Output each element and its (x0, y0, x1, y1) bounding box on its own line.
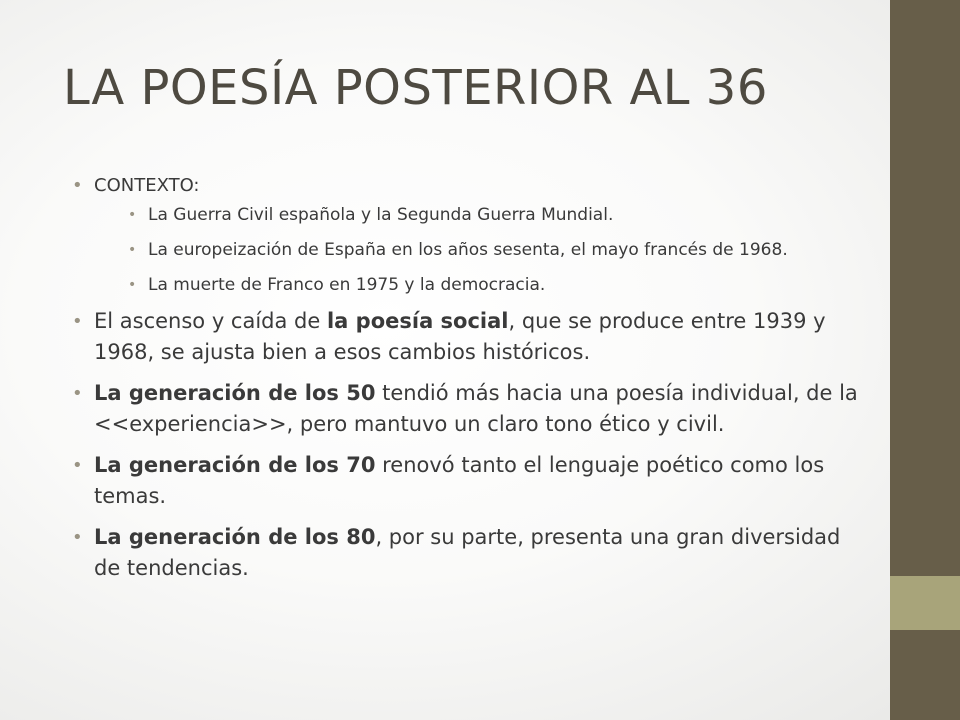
context-item (128, 273, 872, 297)
bullet-icon: • (72, 527, 83, 548)
bullet-icon: • (72, 175, 83, 196)
context-item (128, 203, 872, 227)
context-item-text: La europeización de España en los años sesenta, el mayo francés de 1968. (148, 240, 788, 260)
bullet-icon: • (72, 455, 83, 476)
point-generacion-70 (72, 450, 872, 512)
context-sub-list (94, 203, 872, 297)
point-text-bold: La generación de los 80 (94, 525, 376, 549)
context-label: CONTEXTO: (94, 175, 200, 196)
point-poesia-social (72, 306, 872, 368)
slide-body (72, 173, 872, 594)
context-item-text: La muerte de Franco en 1975 y la democracia. (148, 275, 546, 295)
point-text-bold: La generación de los 70 (94, 453, 376, 477)
side-accent-bar-bottom (890, 630, 960, 720)
context-bullet (72, 173, 872, 297)
point-text-after: tendió más hacia una poesía individual, de la <<experiencia>>, pero mantuvo un claro tono ético y civil. (94, 381, 858, 436)
context-item (128, 238, 872, 262)
point-text-bold: La generación de los 50 (94, 381, 376, 405)
point-text-bold: la poesía social (326, 309, 509, 333)
point-text-after: , por su parte, presenta una gran diversidad de tendencias. (94, 525, 841, 580)
bullet-icon: • (128, 242, 137, 258)
bullet-icon: • (72, 383, 83, 404)
point-generacion-50 (72, 378, 872, 440)
context-item-text: La Guerra Civil española y la Segunda Guerra Mundial. (148, 205, 614, 225)
point-text-after: renovó tanto el lenguaje poético como los temas. (94, 453, 825, 508)
side-accent-bar-dark (890, 0, 960, 576)
point-generacion-80 (72, 522, 872, 584)
point-text-after: , que se produce entre 1939 y 1968, se ajusta bien a esos cambios históricos. (94, 309, 826, 364)
bullet-icon: • (128, 207, 137, 223)
bullet-icon: • (72, 311, 83, 332)
slide-title: LA POESÍA POSTERIOR AL 36 (63, 60, 768, 116)
point-text-before: El ascenso y caída de (94, 309, 327, 333)
side-accent-bar-light (890, 576, 960, 630)
main-bullet-list (72, 173, 872, 584)
bullet-icon: • (128, 277, 137, 293)
